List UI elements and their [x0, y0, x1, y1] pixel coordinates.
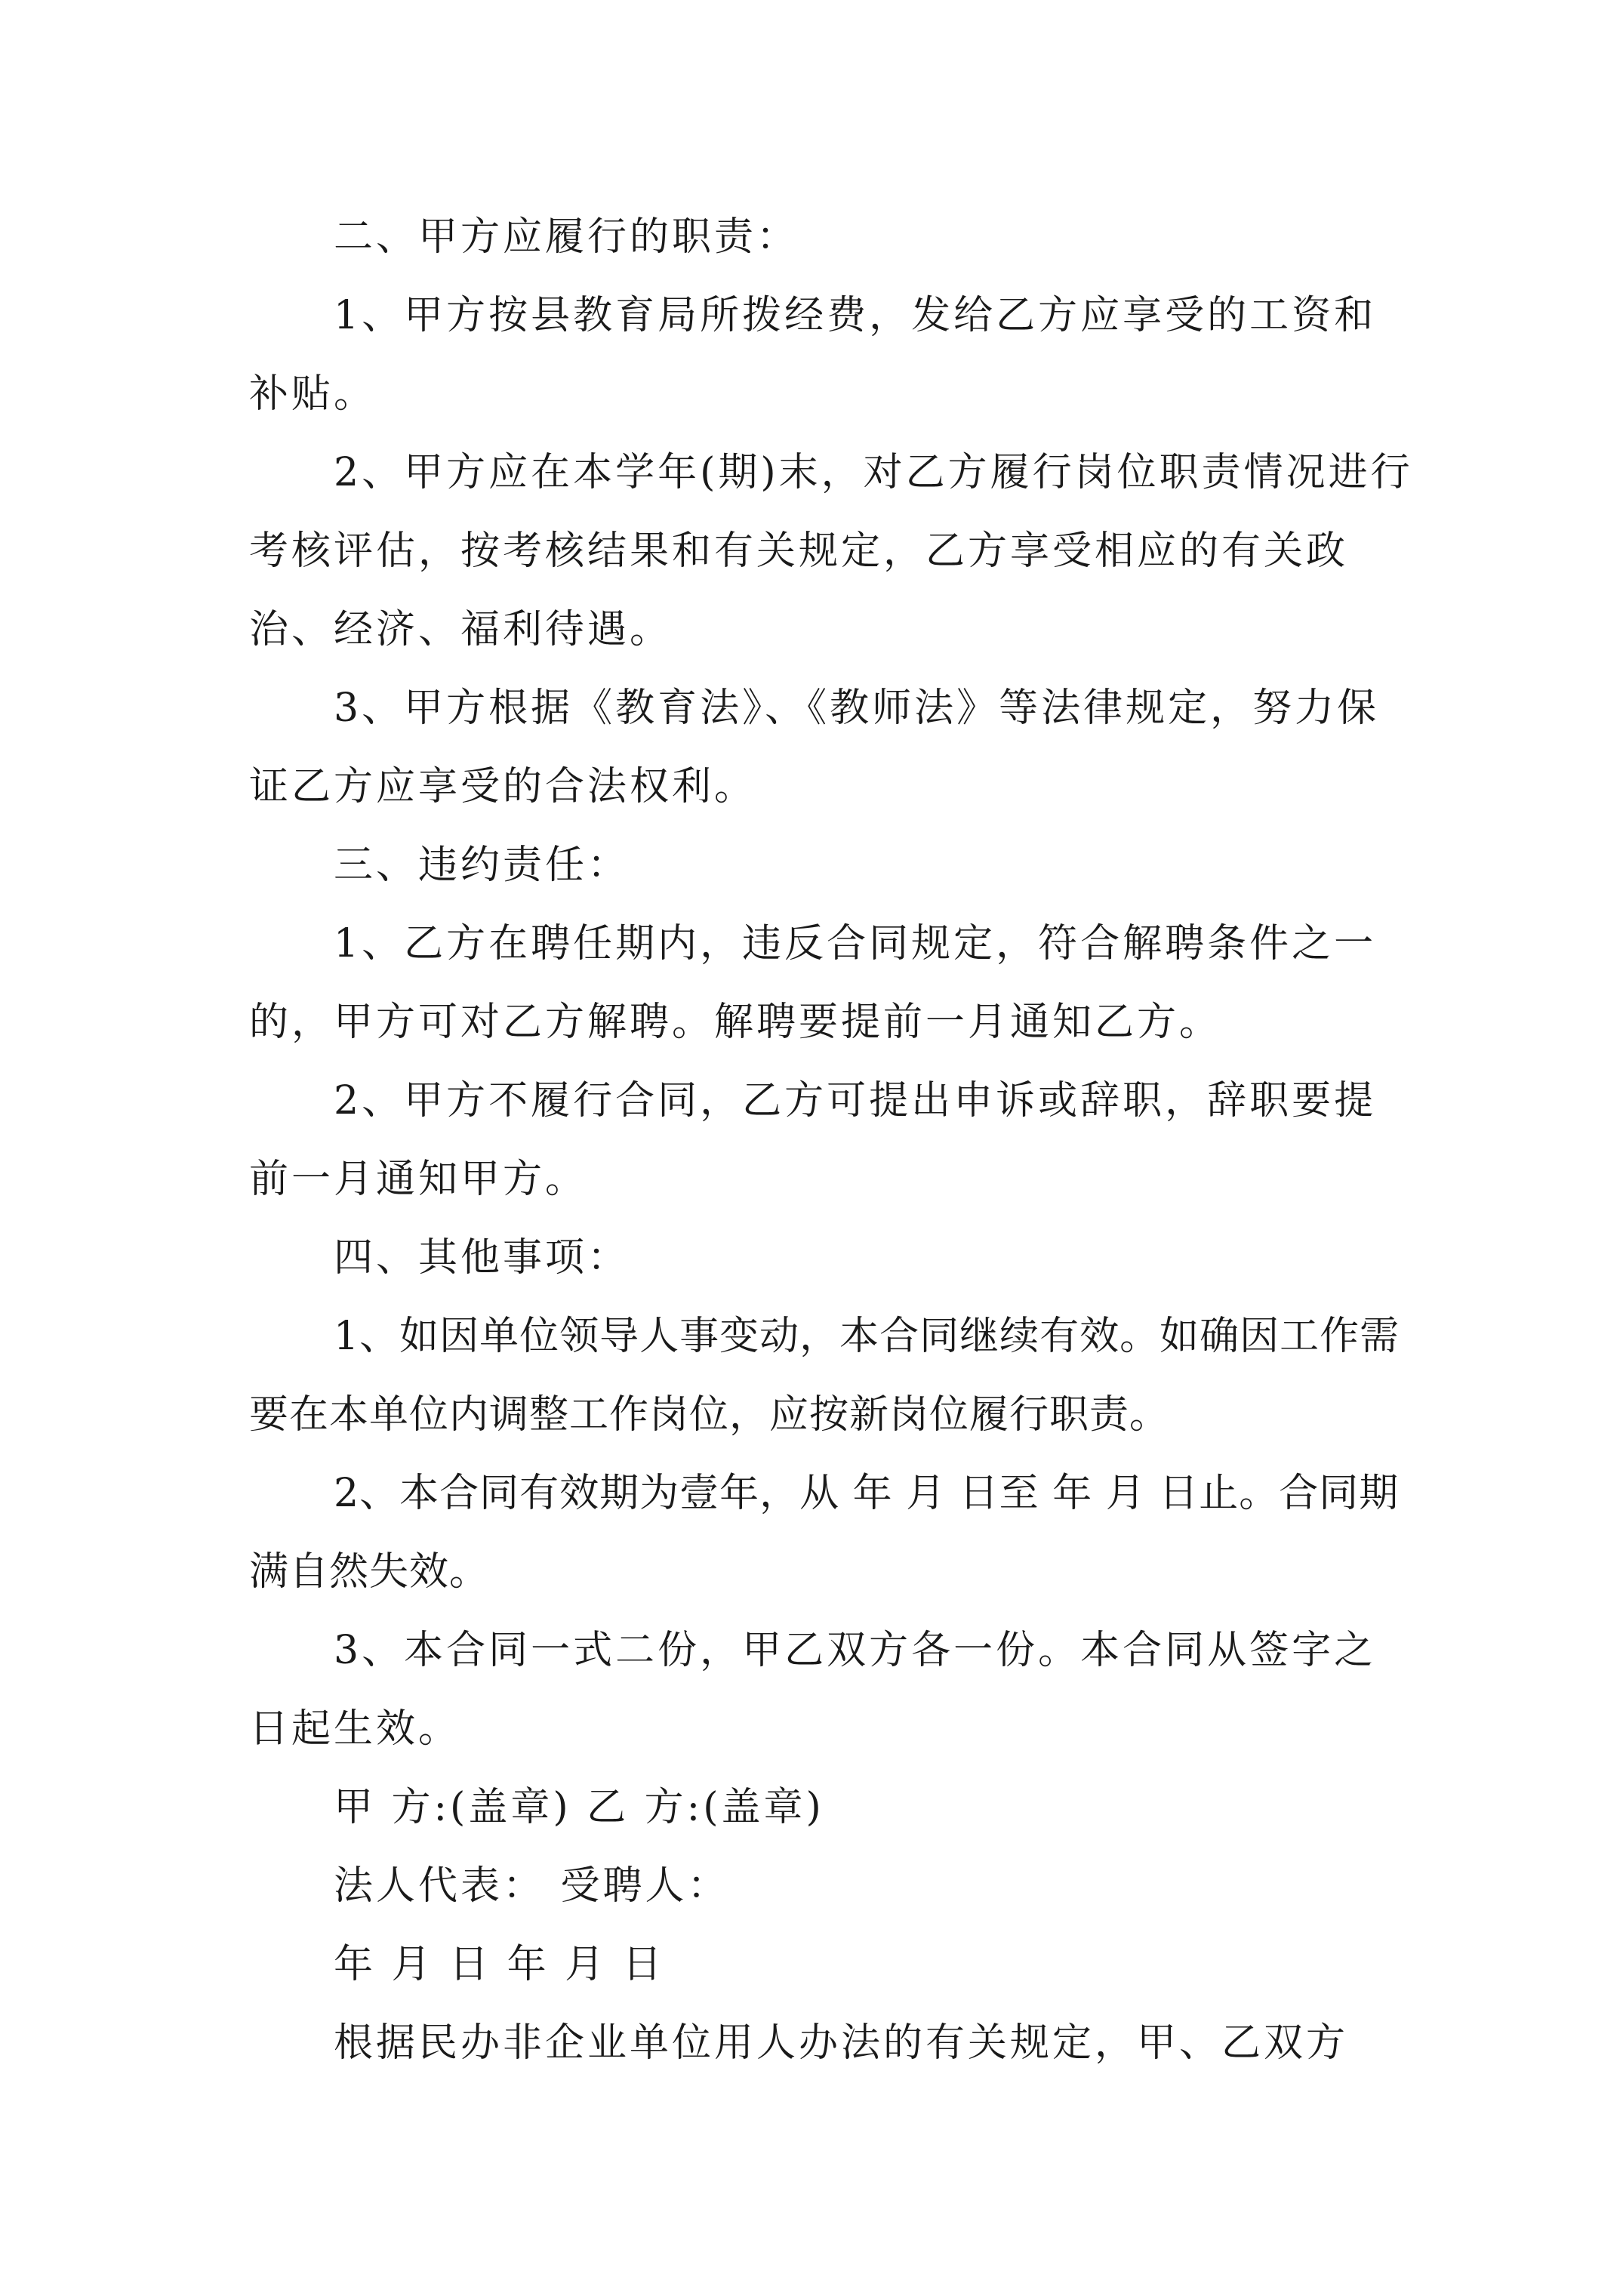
section-4-item-2: 2、本合同有效期为壹年，从 年 月 日至 年 月 日止。合同期满自然失效。 [249, 1471, 1400, 1595]
section-4-item-1: 1、如因单位领导人事变动，本合同继续有效。如确因工作需要在本单位内调整工作岗位，应按新岗位履行职责。 [249, 1314, 1400, 1438]
section-2-heading: 二、甲方应履行的职责： [334, 214, 799, 260]
signature-representatives-line: 法人代表： 受聘人： [334, 1863, 730, 1909]
signature-parties-line: 甲 方:(盖章) 乙 方:(盖章) [334, 1785, 824, 1830]
section-2-item-3: 3、甲方根据《教育法》、《教师法》等法律规定，努力保证乙方应享受的合法权利。 [249, 686, 1380, 809]
section-4-item-3: 3、本合同一式二份，甲乙双方各一份。本合同从签字之日起生效。 [249, 1628, 1377, 1752]
signature-dates-line: 年 月 日 年 月 日 [334, 1942, 665, 1987]
section-2-item-2: 2、甲方应在本学年(期)末，对乙方履行岗位职责情况进行考核评估，按考核结果和有关规定，乙方享受相应的有关政治、经济、福利待遇。 [249, 450, 1413, 652]
section-4-heading: 四、其他事项： [334, 1235, 630, 1281]
section-3-item-2: 2、甲方不履行合同，乙方可提出申诉或辞职，辞职要提前一月通知甲方。 [249, 1078, 1377, 1202]
section-2-item-1: 1、甲方按县教育局所拨经费，发给乙方应享受的工资和补贴。 [249, 293, 1377, 417]
section-3-item-1: 1、乙方在聘任期内，违反合同规定，符合解聘条件之一的，甲方可对乙方解聘。解聘要提前一月通知乙方。 [249, 921, 1377, 1045]
section-3-heading: 三、违约责任： [334, 843, 630, 888]
document-body [249, 198, 1415, 2082]
closing-line: 根据民办非企业单位用人办法的有关规定，甲、乙双方 [334, 2020, 1349, 2066]
